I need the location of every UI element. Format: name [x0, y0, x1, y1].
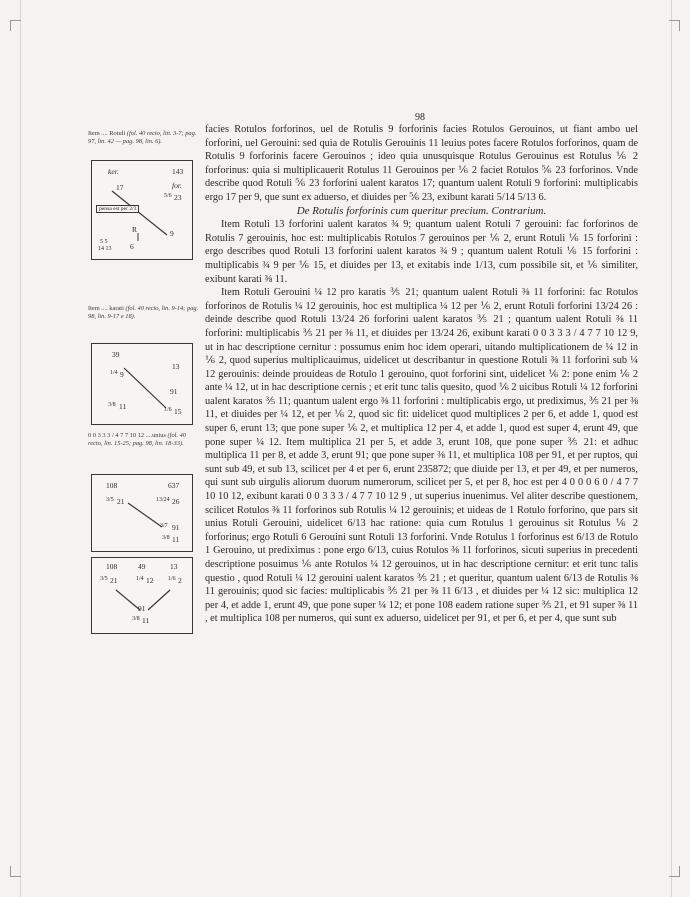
- paragraph: Item Rotuli Gerouini ¼ 12 pro karatis ⅗ 21; quantum ualent Rotuli ⅜ 11 forforini: fac Rotulos forforinos de Rotulis ¼ 12 gerouinis, hoc est multiplica ¼ 12 per ⅙ 2, erunt Rotuli forforini 13/24 26 : deinde describe quod Rotuli 13/24 26 forforini ualent karatos ⅗ 21 ; quantum ualent Rotuli ⅜ 11 forforini: multiplicabis ⅗ 21 per ⅜ 11, et diuides per 13/24 26, exibunt karati 0 0 3 3 3 / 4 7 7 10 12 9, ut in hac descriptione cernitur : possumus enim hoc idem operari, uitando multiplicationem de ¼ 12 in ⅙ 2, quod superius multiplicauimus, uidelicet ut describantur in questione Rotuli ⅜ 11 forforini sub ¼ 12 gerouinis: deinde prouideas de Rotulo 1 gerouino, quot forforini sint, uidelicet ⅙ 2: pone enim ⅙ 2 ante ¼ 12, ut in hac descriptione cernis ; et erit tunc talis quesito, quod ⅙ 2 uicibus Rotuli ¼ 12 forforini ualent karatos ⅗ 11; quantum ualent ergo ⅜ 11 forforini : multiplicabis ergo, ut prediximus, ⅗ 21 per ⅜ 11, et diuides per ¼ 12, et per ⅙ 2, quod sic fit: uidelicet quod multiplices 2 per 6, et adde 1, quod est super 6, erunt 13; que pone super ⅙ 2, et multiplica 12 per 4, et adde 1, quod est super 4, erunt 49, que pone super ¼ 12. Item multiplica 21 per 5, et adde 3, erunt 108, que pone super ⅗ 21: et adhuc multiplica 11 per 8, et adde 3, erunt 91; que pone super ⅜ 11, et multiplica 108 per 91, et per ruptos, qui sunt sub 49, et sub 13, scilicet per 4 et per 6, erunt 235872; que diuide per 13, et per 49, et per numeros, qui sunt sub uirgulis aliorum duorum numerorum, scilicet per 5, et per 8, hoc est per 4 0 0 0 6 0 / 4 7 7 10 10 12, exibunt karati 0 0 3 3 3 / 4 7 7 10 12 9 , ut superius inuenimus. Vel aliter describe questionem, scilicet Rotulos ⅜ 11 forforinos sub Rotulis ¼ 12 gerouinis; et uideas de 1 Rotulo forforino, que pars sit unius Rotuli Gerouini, uidelicet 6/13 hac ratione: quia cum Rotulus 1 gerouinus sit Rotulus ⅙ 2 forforinus; ergo Rotuli 6 Gerouini sunt Rotuli 13 forforini. Vnde Rotulus 1 forforinus est 6/13 de Rotulo 1 Gerouino, ut prediximus : pone ergo 6/13, cuius Rotulos ⅜ 11 forforinos, sicuti superius in precedenti descriptione posuimus ⅙ ante Rotulos ¼ 12 gerouinos, ut in hac descriptione cernitur: et erit tunc talis questio , quod Rotuli ¼ 12 gerouini ualent karatos ⅗ 21 ; et queritur, quantum ualent 6/13 de Rotulis ⅜ 11 gerouinis; quod sic facies: multiplicabis ⅗ 21 per ⅜ 11 6/13 , et diuides per ¼ 12 sic: multiplica 12 per 4, et adde 1, erunt 49, que pone super ¼ 12; et pone 108 eadem ratione super ⅗ 21, et 91 super ⅜ 11 , et multiplica 108 per numeros, qui sunt ex aduerso, uidelicet per 91, et per 6, et per 4, que sunt sub: [205, 287, 638, 625]
- diagram-3: [91, 474, 193, 552]
- crop-mark: [10, 20, 21, 31]
- diagram-label: ker.: [108, 167, 119, 176]
- paragraph: facies Rotulos forforinos, uel de Rotulis 9 forforinis facies Rotulos Gerouinos, ut fiant ambo uel forforini, uel Gerouini: sed quia de Rotulis Gerouinis 11 leuius potes facere Rotulos forforinos, quam de Rotulis 9 forforinis facere Gerouinos ; ideo quia unusquisque Rotulus Gerouinus est Rotulus ⅙ 2 forforinus: quia si multiplicauerit Rotulus 11 Gerouinos per ⅙ 2 faciet Rotulos ⅚ 23 forforinos. Vnde describe quod Rotuli ⅚ 23 forforini ualent karatos 17; quantum ualent Rotuli 9 forforini: multiplicabis ergo 17 per 9, que sunt ex aduerso, et diuides per ⅚ 23, exibunt karati 5/14 5/13 6.: [205, 124, 638, 203]
- diagram-label: 23: [174, 193, 182, 202]
- diagram-label: 21: [110, 576, 118, 585]
- diagram-label: 49: [138, 562, 146, 571]
- note-ref: Item .... karati: [88, 305, 124, 312]
- diagram-label: pensa est per 2/3: [96, 205, 139, 213]
- diagram-label: 17: [116, 183, 124, 192]
- diagram-label: 11: [172, 535, 180, 544]
- diagram-label: 6: [130, 242, 134, 251]
- diagram-label: 13: [172, 362, 180, 371]
- diagram-label: R: [132, 225, 138, 234]
- diagram-1: [91, 160, 193, 260]
- diagram-label: 5/6: [164, 193, 172, 199]
- page-number: 98: [415, 112, 425, 123]
- diagram-label: 91: [138, 604, 146, 613]
- note-citation: (fol. 40 recto, lin. 15-25; pag. 98, lin. 18-33).: [88, 432, 187, 447]
- diagram-label: 1/4: [110, 370, 118, 376]
- diagram-label: 91: [170, 387, 178, 396]
- crop-mark: [669, 866, 680, 877]
- note-citation: (fol. 40 recto, lin. 9-14; pag. 98, lin. 9-17 e 18).: [88, 305, 199, 320]
- diagram-label: 3/8: [162, 535, 170, 541]
- diagram-label: for.: [172, 181, 182, 190]
- diagram-label: 3/8: [132, 616, 140, 622]
- diagram-label: 39: [112, 350, 120, 359]
- margin-note: [88, 432, 200, 447]
- diagram-label: 9: [120, 370, 124, 379]
- diagram-label: 108: [106, 481, 118, 490]
- diagram-label: 3/5: [100, 576, 108, 582]
- diagram-label: 91: [172, 523, 180, 532]
- diagram-label: 3/5: [106, 497, 114, 503]
- diagram-label: 1/4: [136, 576, 144, 582]
- diagram-label: 15: [174, 407, 182, 416]
- diagram-label: 9: [170, 229, 174, 238]
- diagram-label: 1/6: [168, 576, 176, 582]
- diagram-label: 108: [106, 562, 118, 571]
- diagram-label: 21: [117, 497, 125, 506]
- diagram-label: 3/8: [108, 402, 116, 408]
- note-ref: Item .... Rotuli: [88, 130, 126, 137]
- section-heading: De Rotulis forforinis cum queritur precium. Contrarium.: [296, 204, 547, 217]
- diagram-label: 26: [172, 497, 180, 506]
- diagram-label: 143: [172, 167, 184, 176]
- note-citation: (fol. 40 recto, lin. 3-7; pag. 97, lin. 42 — pag. 98, lin. 6).: [88, 130, 197, 145]
- diagram-label: 14 13: [98, 246, 112, 252]
- crop-mark: [10, 866, 21, 877]
- diagram-label: 5 5: [100, 239, 108, 245]
- diagram-label: 3/7: [160, 523, 168, 529]
- diagram-label: 637: [168, 481, 180, 490]
- diagram-4: [91, 557, 193, 634]
- diagram-label: 13/24: [156, 497, 170, 503]
- main-text-column: [205, 123, 638, 626]
- diagram-label: 13: [170, 562, 178, 571]
- diagram-label: 11: [119, 402, 127, 411]
- note-ref: 0 0 3 3 3 / 4 7 7 10 12 ....unius: [88, 432, 166, 439]
- diagram-label: 2: [178, 576, 182, 585]
- paragraph: Item Rotuli 13 forforini ualent karatos ¾ 9; quantum ualent Rotuli 7 gerouini: fac forforinos de Rotulis 7 gerouinis, hoc est: multiplicabis Rotulos 7 gerouinos per ⅙ 2, erunt Rotuli ⅙ 15 forforini : ergo describes quod Rotuli 13 forforini ualent karatos ¾ 9 ; quantum ualent Rotuli ⅙ 15 forforini : multiplicabis ¾ 9 per ⅙ 15, et diuides per 13, et exitabis inde 1/13, cum possibile sit, et ⅙ similiter, exibunt karati ⅜ 11.: [205, 219, 638, 285]
- diagram-label: 1/6: [164, 407, 172, 413]
- diagram-label: 11: [142, 616, 150, 625]
- margin-note: [88, 305, 200, 320]
- diagram-2: [91, 343, 193, 425]
- crop-mark: [669, 20, 680, 31]
- diagram-label: 12: [146, 576, 154, 585]
- margin-note: [88, 130, 200, 145]
